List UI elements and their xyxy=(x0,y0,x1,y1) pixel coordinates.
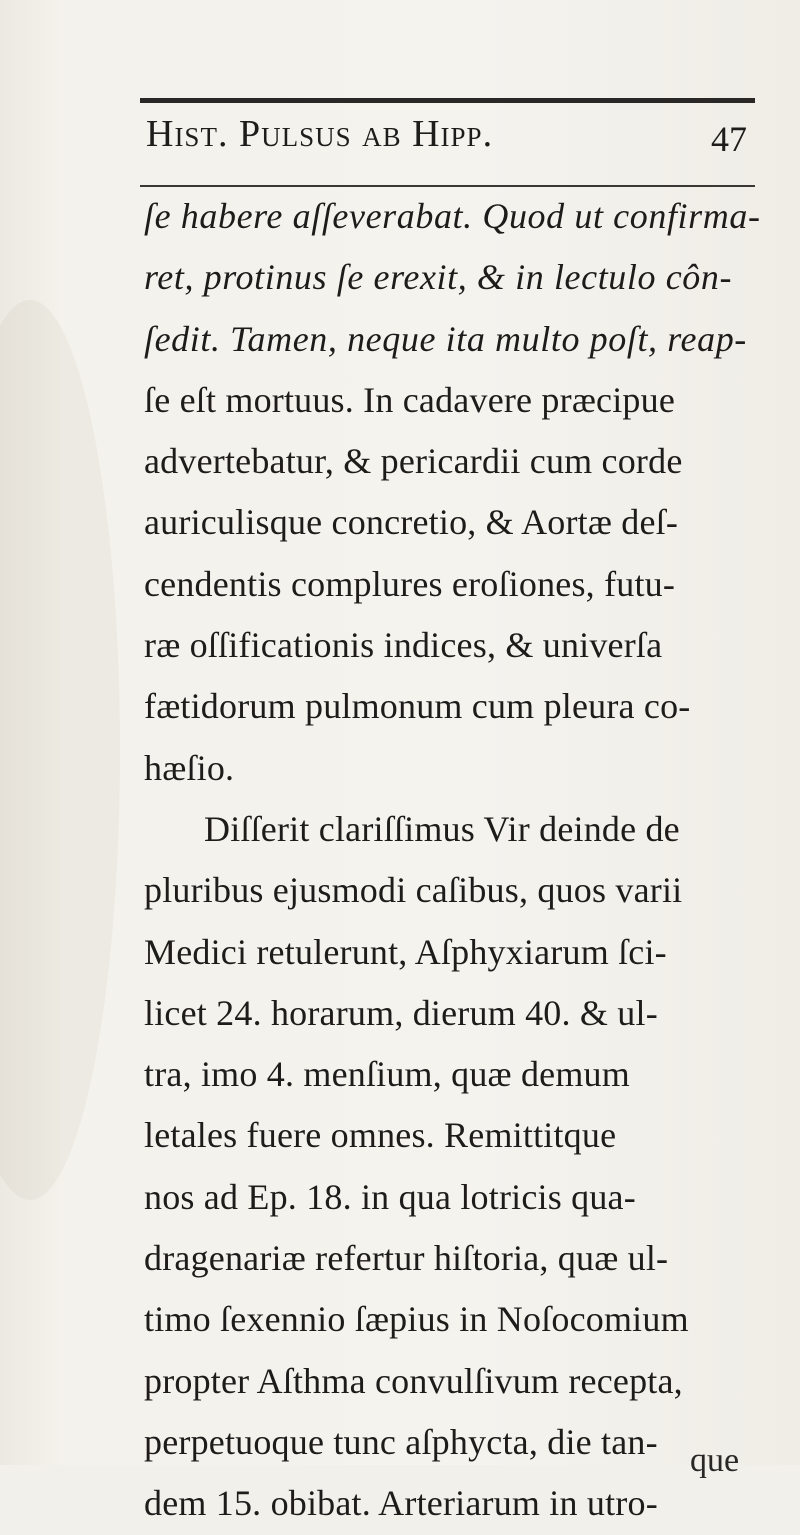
text-line: dragenariæ refertur hiſtoria, quæ ul- xyxy=(144,1238,669,1279)
text-line: licet 24. horarum, dierum 40. & ul- xyxy=(144,992,658,1033)
text-line: auriculisque concretio, & Aortæ deſ- xyxy=(144,502,679,543)
page-header xyxy=(140,108,755,178)
text-line: ſedit. Tamen, neque ita multo poſt, reap- xyxy=(144,318,747,359)
text-line: pluribus ejusmodi caſibus, quos varii xyxy=(144,870,683,911)
header-rule-top xyxy=(140,98,755,103)
body-text xyxy=(144,186,764,1535)
text-line: timo ſexennio ſæpius in Noſocomium xyxy=(144,1299,689,1340)
text-line: ſe eſt mortuus. In cadavere præcipue xyxy=(144,379,675,420)
text-line: perpetuoque tunc aſphycta, die tan- xyxy=(144,1421,658,1462)
paper-stain xyxy=(0,300,120,1200)
text-line: ræ oſſificationis indices, & univerſa xyxy=(144,625,663,666)
text-line: Medici retulerunt, Aſphyxiarum ſci- xyxy=(144,931,667,972)
text-line: Diſſerit clariſſimus Vir deinde de xyxy=(204,808,680,849)
text-line: tra, imo 4. menſium, quæ demum xyxy=(144,1054,630,1095)
catchword xyxy=(0,1442,800,1490)
text-line: cendentis complures eroſiones, futu- xyxy=(144,563,676,604)
text-line: nos ad Ep. 18. in qua lotricis qua- xyxy=(144,1176,636,1217)
text-line: advertebatur, & pericardii cum corde xyxy=(144,441,683,482)
running-title: Hist. Pulsus ab Hipp. xyxy=(146,113,494,155)
page-number: 47 xyxy=(711,119,747,159)
catchword-text: que xyxy=(690,1442,740,1479)
text-line: dem 15. obibat. Arteriarum in utro- xyxy=(144,1483,658,1524)
text-line: ſe habere aſſeverabat. Quod ut confirma- xyxy=(144,196,761,236)
text-line: ret, protinus ſe erexit, & in lectulo côn- xyxy=(144,257,733,298)
text-line: fætidorum pulmonum cum pleura co- xyxy=(144,686,691,727)
text-line: letales fuere omnes. Remittitque xyxy=(144,1115,617,1156)
text-line: hæſio. xyxy=(144,747,235,788)
text-line: propter Aſthma convulſivum recepta, xyxy=(144,1360,683,1401)
